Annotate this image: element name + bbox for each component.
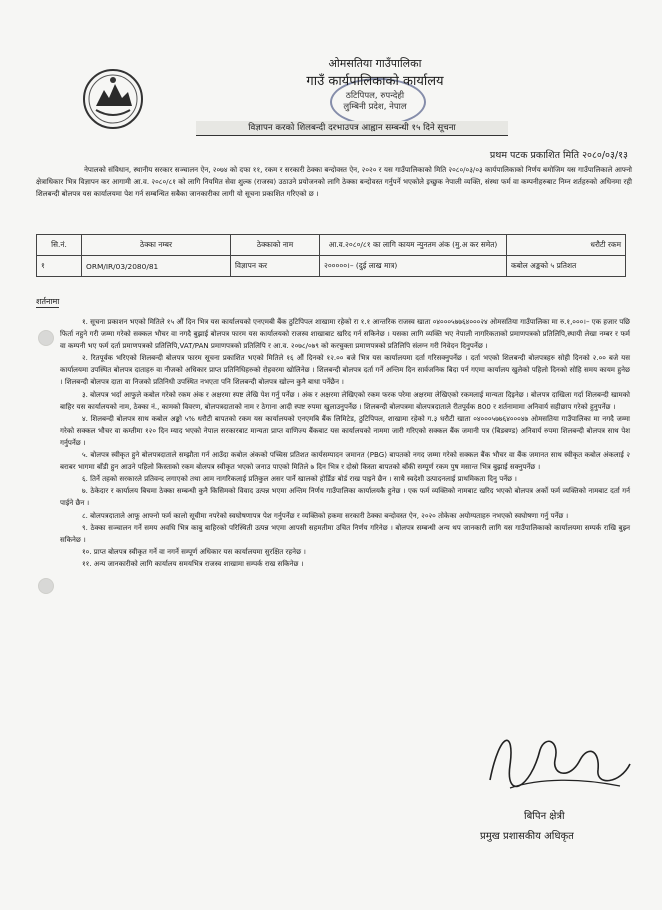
term-item: ९. ठेक्का सञ्चालन गर्ने समय अवधि भित्र काबु बाहिरको परिस्थिती उत्पन्न भएमा आपसी सहमतीमा उचित निर्णय गरिनेछ । बोलपत्र सम्बन्धी अन्य थप जानकारी लागि यस गाउँपालिकाको कार्यालयमा सम्पर्क राखि बुझ्न सकिनेछ । — [60, 522, 630, 544]
table-header-row — [37, 235, 626, 256]
header-municipality: ओमसतिया गाउँपालिका — [328, 57, 422, 70]
col-deposit: धरौटी रकम — [507, 235, 626, 256]
terms-heading: शर्तनामा — [36, 297, 60, 306]
cell-deposit: कबोल अङ्कको ५ प्रतिशत — [507, 256, 626, 277]
tender-table — [36, 234, 626, 277]
col-contract-name: ठेक्काको नाम — [231, 235, 320, 256]
notice-title: विज्ञापन करको शिलबन्दी दरभाउपत्र आह्वान सम्बन्धी १५ दिने सूचना — [196, 121, 508, 136]
col-contract-no: ठेक्का नम्बर — [82, 235, 231, 256]
term-item: ११. अन्य जानकारीको लागि कार्यालय समयभित्र राजस्व शाखामा सम्पर्क राख सकिनेछ । — [82, 558, 304, 568]
intro-paragraph: नेपालको संविधान, स्थानीय सरकार सञ्चालन ऐन, २०७४ को दफा ११, रकम र सरकारी ठेक्का बन्दोवस्त ऐन, २०२० र यस गाउँपालिकाको मिति २०८०/०३/०३ कार्यपालिकाको निर्णय बमोजिम यस गाउँपालिकाले आफ्नो क्षेत्राधिकार भित्र विज्ञापन कर आगामी आ.व. २०८०/८१ को लागि नियमित सेवा शुल्क (राजस्व) उठाउने प्रयोजनको लागि ठेक्का बन्दोवस्त गर्नुपर्ने भएकोले इच्छुक नेपाली व्यक्ति, संस्था फर्म वा कम्पनीहरुबाट निम्न शर्तहरुको अधिनमा रही शिलबन्दी बोलपत्र यस कार्यालयमा पेश गर्न सम्बन्धित सबैका जानकारीका लागी यो सूचना प्रकाशित गरिएको छ । — [36, 165, 632, 198]
publication-date: प्रथम पटक प्रकाशित मिति २०८०/०३/१३ — [489, 150, 628, 161]
signatory-name: बिपिन क्षेत्री — [524, 811, 565, 822]
cell-minimum-amount: २०००००।– (दुई लाख मात्र) — [320, 256, 507, 277]
terms-list — [60, 316, 630, 570]
cell-contract-name: विज्ञापन कर — [231, 256, 320, 277]
signatory-title: प्रमुख प्रशासकीय अधिकृत — [480, 831, 574, 842]
term-item: ३. बोलपत्र भर्दा आफुले कबोल गरेको रकम अंक र अक्षरमा स्पष्ट लेखि पेश गर्नु पर्नेछ । अंक र अक्षरमा लेखिएको रकम फरक परेमा अक्षरमा लेखिएको रकमलाई मान्यता दिइनेछ । बोलपत्र दाखिला गर्दा शिलबन्दी खामको बाहिर यस कार्यालयको नाम, ठेक्का नं., कामको विवरण, बोलपत्रदाताको नाम र ठेगाना आदी स्पष्ट रुपमा खुलाउनुपर्नेछ । शिलबन्दी बोलपत्रमा बोलपत्रदाताले रीतपूर्वक 800 र शर्तनामामा अनिवार्य सहीछाप गरेको हुनुपर्नेछ । — [60, 389, 630, 411]
nepal-emblem-icon — [82, 68, 144, 130]
term-item: २. रितपूर्वक भरिएको शिलबन्दी बोलपत्र फारम सूचना प्रकाशित भएको मितिले १६ औं दिनको १२.०० बजे भित्र यस कार्यालयमा दर्ता गरिसक्नुपर्नेछ । दर्ता भएको शिलबन्दी बोलपत्रहरु सोही दिनको २.०० बजे यस कार्यालयमा उपस्थित बोलपत्र दाताहरु वा नीजको अधिकार प्राप्त प्रतिनिधिहरुको रोहवरमा खोलिनेछ । शिलबन्दी बोलपत्र दर्ता गर्ने अन्तिम दिन सार्वजनिक बिदा पर्न गएमा कार्यालय खुलेको पहिलो दिनको सोहि समय कायम हुनेछ । शिलबन्दी बोलपत्र दाता वा निजको प्रतिनिधी उपस्थित नभएता पनि शिलबन्दी बोलपत्र खोल्न कुनै बाधा पर्नेछैन । — [60, 353, 630, 387]
col-serial: सि.नं. — [37, 235, 82, 256]
term-item: ५. बोलपत्र स्वीकृत हुने बोलपत्रदाताले सम्झौता गर्न आउँदा कबोल अंकको पच्चिस प्रतिशत कार्यसम्पादन जमानत (PBG) बापतको नगद जम्मा गरेको सक्कल बैंक भौचर वा बैंक जमानत साथ स्वीकृत कबोल अंकलाई २ बराबर भागमा बाँडी हुन आउने पहिलो किस्ताको रकम बोलपत्र स्वीकृत भएको जनाउ पाएको मितिले ७ दिन भित्र र दोस्रो किस्ता बापतको बाँकी सम्पूर्ण रकम पुष मसान्त भित्र बुझाई सक्नुपर्नेछ । — [60, 450, 630, 472]
term-item: ८. बोलपत्रदाताले आफू आफ्नो फर्म कालो सूचीमा नपरेको स्वघोषणापत्र पेश गर्नुपर्नेछ र व्यक्तिको हकमा सरकारी ठेक्का बन्दोवस्त ऐन, २०२० तोकेका अयोग्यताहरु नभएको स्वघोषणा गर्नु पर्नेछ । — [82, 510, 569, 520]
col-minimum-amount: आ.व.२०८०/८१ का लागि कायम न्युनतम अंक (मु.अ कर समेत) — [320, 235, 507, 256]
term-item: १. सूचना प्रकाशन भएको मितिले १५ औं दिन भित्र यस कार्यालयको एनएमबी बैंक ठुटिपिपल शाखामा रहेको रा १.१ आन्तरिक राजस्व खाता ०४०००५७७६४०००२४ ओमसतिया गाउँपालिका मा रु.१,०००।– एक हजार पछि फिर्ता नहुने गरी जम्मा गरेको सक्कल भौचर वा नगदै बुझाई बोलपत्र फारम यस कार्यालयको राजस्व शाखाबाट खरिद गर्न सकिनेछ । यसका लागि व्यक्ति भए नेपाली नागरिकताको प्रमाणपत्रको प्रतिलिपि,स्थायी लेखा नम्बर र फर्म वा कम्पनी भए फर्म दर्ता प्रमाणपत्रको प्रतिलिपि,VAT/PAN प्रमाणपत्रको प्रतिलिपि र आ.व. २०७८/०७९ को करचुक्ता प्रमाणपत्रको प्रतिलिपि संलग्न गरी निवेदन दिनुपर्नेछ । — [60, 317, 630, 351]
term-item: ४. शिलबन्दी बोलपत्र साथ कबोल अङ्को ५% धरौटी बापतको रकम यस कार्यालयको एनएमबि बैंक लिमिटेड, ठुटिपिपल, शाखामा रहेको ग.३ धरौटी खाता ०४०००५७७६४०००४७ ओमसतिया गाउँपालिका मा नगदै जम्मा गरेको सक्कल भौचर वा कम्तीमा १२० दिन म्याद भएको नेपाल सरकारबाट मान्यता प्राप्त वाणिज्य बैंकबाट यस कार्यालयको नाममा जारी गरिएको सक्कल बैंक जमानी पत्र (बिडबण्ड) अनिवार्य रुपमा शिलबन्दी बोलपत्र साथ पेश गर्नुपर्नेछ । — [60, 413, 630, 447]
cell-contract-no: ORM/IR/03/2080/81 — [82, 256, 231, 277]
header-province: लुम्बिनी प्रदेश, नेपाल — [343, 102, 407, 112]
punch-hole-icon — [38, 330, 54, 346]
term-item: ७. ठेकेदार र कार्यालय बिचमा ठेक्का सम्बन्धी कुनै किसिमको विवाद उत्पन्न भएमा अन्तिम निर्णय गाउँपालिका कार्यालयकै हुनेछ । एक फर्म व्यक्तिको नामबाट खरिद भएको बोलपत्र अर्को फर्म व्यक्तिको नामबाट दर्ता गर्न पाईने छैन । — [60, 486, 630, 508]
punch-hole-icon — [38, 578, 54, 594]
term-item: १०. प्राप्त बोलपत्र स्वीकृत गर्ने वा नगर्ने सम्पूर्ण अधिकार यस कार्यालयमा सुरक्षित रहनेछ । — [82, 546, 306, 556]
header-office: गाउँ कार्यपालिकाको कार्यालय — [306, 74, 444, 89]
signature-icon — [470, 720, 650, 800]
table-row — [37, 256, 626, 277]
cell-serial: १ — [37, 256, 82, 277]
term-item: ६. तिर्ने तहको सरकारले प्रतिवन्द लगाएको तथा आम नागरिकलाई प्रतिकुल असर पार्ने खालको होर्डिङ बोर्ड राख पाइने छैन । साथै स्वदेशी उत्पादनलाई प्राथमिकता दिनु पर्नेछ । — [82, 474, 517, 484]
header-address: ठटिपिपल, रुपन्देही — [345, 91, 405, 101]
